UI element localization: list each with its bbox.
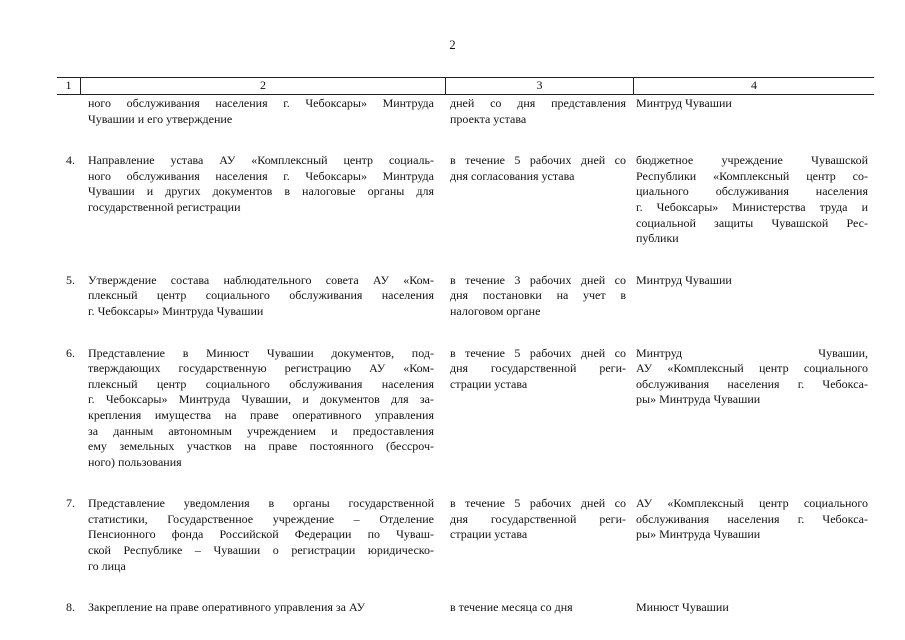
term-cell-line: дня согласования устава xyxy=(450,168,575,183)
responsible-cell xyxy=(634,600,874,616)
responsible-cell xyxy=(634,346,874,471)
action-cell-line: Чувашии и его утверждение xyxy=(88,111,233,126)
term-cell xyxy=(446,96,634,127)
term-cell-line: дней со дня представления xyxy=(450,96,626,110)
term-cell xyxy=(446,273,634,320)
responsible-cell-line: Республики «Комплексный центр со- xyxy=(636,168,868,183)
table-row xyxy=(57,600,874,616)
responsible-cell-line: Минтруд Чувашии, xyxy=(636,345,868,360)
table-row xyxy=(57,496,874,574)
header-col-1: 1 xyxy=(57,78,81,94)
table-body xyxy=(57,96,874,616)
term-cell-line: в течение 5 рабочих дней со xyxy=(450,153,626,168)
header-col-3: 3 xyxy=(446,78,634,94)
term-cell-line: страции устава xyxy=(450,527,528,542)
table-row xyxy=(57,96,874,127)
term-cell-line: проекта устава xyxy=(450,111,527,126)
term-cell-line: в течение 3 рабочих дней со xyxy=(450,272,626,287)
term-cell-line: дня постановки на учет в xyxy=(450,288,626,303)
action-cell xyxy=(81,496,446,574)
header-col-4: 4 xyxy=(751,78,757,92)
table-header-row xyxy=(57,77,874,95)
term-cell xyxy=(446,496,634,574)
action-cell-line: крепления имущества на праве оперативного управления xyxy=(88,407,434,422)
row-number: 7. xyxy=(66,496,75,511)
term-cell-line: в течение месяца со дня xyxy=(450,600,573,615)
action-cell xyxy=(81,153,446,247)
action-cell xyxy=(81,96,446,127)
row-number: 6. xyxy=(66,345,75,360)
action-cell-line: г. Чебоксары» Минтруда Чувашии xyxy=(88,303,264,318)
term-cell-line: дня государственной реги- xyxy=(450,511,626,526)
term-cell-line: в течение 5 рабочих дней со xyxy=(450,496,626,511)
action-cell-line: Направление устава АУ «Комплексный центр социаль- xyxy=(88,153,434,168)
responsible-cell xyxy=(634,273,874,320)
table-row xyxy=(57,346,874,471)
table-row xyxy=(57,273,874,320)
action-cell-line: Пенсионного фонда Российской Федерации по Чуваш- xyxy=(88,527,434,542)
responsible-cell-line: ры» Минтруда Чувашии xyxy=(636,392,761,407)
term-cell-line: дня государственной реги- xyxy=(450,361,626,376)
row-number xyxy=(57,96,81,127)
action-cell-line: плексный центр социального обслуживания населения xyxy=(88,376,434,391)
action-cell-line: тверждающих государственную регистрацию АУ «Ком- xyxy=(88,361,434,376)
responsible-cell-line: обслуживания населения г. Чебокса- xyxy=(636,511,868,526)
action-cell-line: ного) пользования xyxy=(88,454,182,469)
action-cell-line: государственной регистрации xyxy=(88,199,241,214)
responsible-cell-line: бюджетное учреждение Чувашской xyxy=(636,153,868,168)
responsible-cell-line: циального обслуживания населения xyxy=(636,184,868,199)
term-cell xyxy=(446,153,634,247)
action-cell xyxy=(81,346,446,471)
term-cell-line: страции устава xyxy=(450,376,528,391)
page-number: 2 xyxy=(449,38,456,52)
responsible-cell-line: г. Чебоксары» Министерства труда и xyxy=(636,199,868,214)
term-cell xyxy=(446,600,634,616)
responsible-cell-line: Минтруд Чувашии xyxy=(636,272,732,287)
document-table xyxy=(57,77,874,616)
row-number: 4. xyxy=(66,153,75,168)
action-cell xyxy=(81,273,446,320)
action-cell-line: Представление уведомления в органы государственной xyxy=(88,496,434,511)
action-cell-line: плексный центр социального обслуживания населения xyxy=(88,288,434,303)
responsible-cell xyxy=(634,96,874,127)
row-number: 8. xyxy=(66,600,75,615)
action-cell-line: Представление в Минюст Чувашии документов, под- xyxy=(88,345,434,360)
action-cell-line: статистики, Государственное учреждение – Отделение xyxy=(88,511,434,526)
action-cell-line: Утверждение состава наблюдательного совета АУ «Ком- xyxy=(88,272,434,287)
action-cell-line: го лица xyxy=(88,558,126,573)
action-cell-line: ему земельных участков на праве постоянного (бессроч- xyxy=(88,439,434,454)
action-cell-line: Чувашии и других документов в налоговые органы для xyxy=(88,184,434,199)
table-row xyxy=(57,153,874,247)
responsible-cell-line: публики xyxy=(636,231,679,246)
term-cell xyxy=(446,346,634,471)
term-cell-line: налоговом органе xyxy=(450,303,541,318)
action-cell-line: ного обслуживания населения г. Чебоксары» Минтруда xyxy=(88,168,434,183)
action-cell-line: за данным автономным учреждением и предоставления xyxy=(88,423,434,438)
responsible-cell-line: обслуживания населения г. Чебокса- xyxy=(636,376,868,391)
responsible-cell-line: Минтруд Чувашии xyxy=(636,96,732,110)
responsible-cell-line: АУ «Комплексный центр социального xyxy=(636,361,868,376)
responsible-cell-line: ры» Минтруда Чувашии xyxy=(636,527,761,542)
responsible-cell xyxy=(634,153,874,247)
action-cell-line: ской Республике – Чувашии о регистрации юридическо- xyxy=(88,543,434,558)
responsible-cell-line: АУ «Комплексный центр социального xyxy=(636,496,868,511)
action-cell-line: Закрепление на праве оперативного управления за АУ xyxy=(88,600,366,615)
responsible-cell xyxy=(634,496,874,574)
action-cell xyxy=(81,600,446,616)
responsible-cell-line: Минюст Чувашии xyxy=(636,600,729,615)
responsible-cell-line: социальной защиты Чувашской Рес- xyxy=(636,215,868,230)
header-col-2: 2 xyxy=(81,78,446,94)
term-cell-line: в течение 5 рабочих дней со xyxy=(450,345,626,360)
action-cell-line: г. Чебоксары» Минтруда Чувашии, и документов для за- xyxy=(88,392,434,407)
row-number: 5. xyxy=(66,272,75,287)
action-cell-line: ного обслуживания населения г. Чебоксары» Минтруда xyxy=(88,96,434,110)
